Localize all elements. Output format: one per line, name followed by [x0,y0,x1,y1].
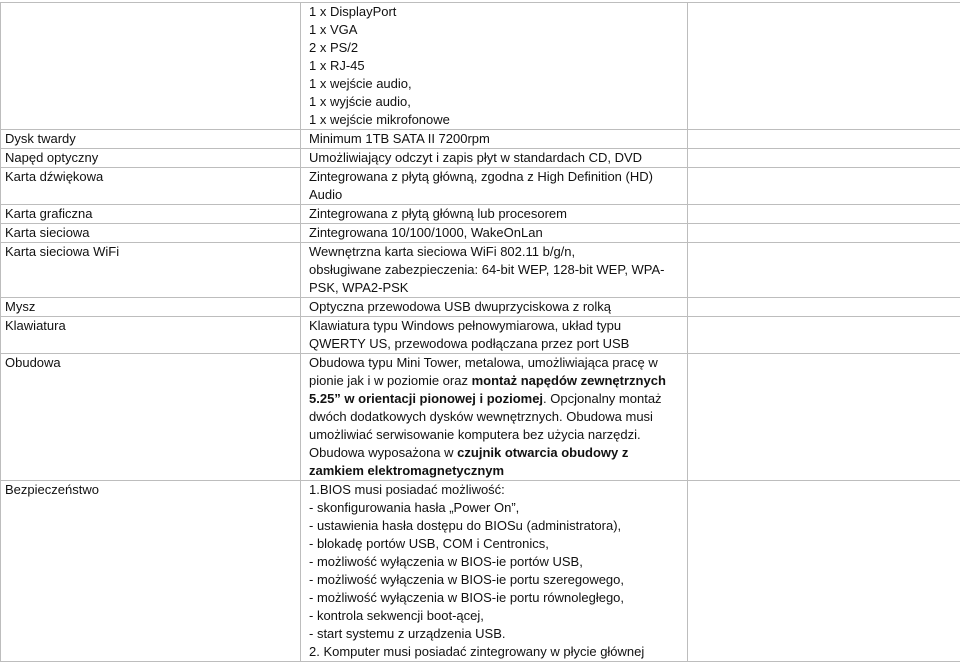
value-text: pionie jak i w poziomie oraz [309,373,472,388]
value-line: QWERTY US, przewodowa podłączana przez port USB [309,336,630,351]
row-value-security [301,481,687,661]
value-line [309,390,687,408]
row-label-security: Bezpieczeństwo [5,482,99,497]
value-line: - możliwość wyłączenia w BIOS-ie portu szeregowego, [309,572,625,587]
row-value-case [301,354,687,480]
value-text: . Opcjonalny montaż [543,391,662,406]
row-label-graphics: Karta graficzna [5,206,93,221]
port-line: 1 x DisplayPort [309,4,397,19]
row-value-graphics: Zintegrowana z płytą główną lub procesorem [309,206,567,221]
table-row-optical [1,149,960,168]
bold-text: czujnik otwarcia obudowy z [457,445,629,460]
port-line: 1 x wejście audio, [309,76,412,91]
row-label-keyboard: Klawiatura [5,318,66,333]
table-row-sound [1,168,960,205]
table-row-keyboard [1,317,960,354]
port-line: 1 x wyjście audio, [309,94,411,109]
row-value-disk: Minimum 1TB SATA II 7200rpm [309,131,490,146]
port-line: 1 x VGA [309,22,358,37]
value-line: - start systemu z urządzenia USB. [309,626,506,641]
row-value-mouse: Optyczna przewodowa USB dwuprzyciskowa z rolką [309,299,612,314]
row-label-optical: Napęd optyczny [5,150,99,165]
table-row-mouse [1,298,960,317]
row-value-optical: Umożliwiający odczyt i zapis płyt w standardach CD, DVD [309,150,643,165]
value-line: - możliwość wyłączenia w BIOS-ie portów USB, [309,554,583,569]
row-label-sound: Karta dźwiękowa [5,169,104,184]
value-line: dwóch dodatkowych dysków wewnętrznych. Obudowa musi [309,409,653,424]
value-line [309,372,687,390]
table-row-graphics [1,205,960,224]
port-line: 1 x RJ-45 [309,58,365,73]
row-label-wifi: Karta sieciowa WiFi [5,244,120,259]
value-line [309,462,687,480]
port-line: 1 x wejście mikrofonowe [309,112,450,127]
value-line: Zintegrowana z płytą główną, zgodna z High Definition (HD) [309,169,653,184]
row-label-mouse: Mysz [5,299,36,314]
value-line [309,444,687,462]
value-line: 1.BIOS musi posiadać możliwość: [309,482,505,497]
row-label-case: Obudowa [5,355,61,370]
value-line: Obudowa typu Mini Tower, metalowa, umożliwiająca pracę w [309,355,658,370]
row-label-disk: Dysk twardy [5,131,76,146]
row-value-sound [301,168,687,204]
value-line: - kontrola sekwencji boot-ącej, [309,608,484,623]
value-line: Klawiatura typu Windows pełnowymiarowa, układ typu [309,318,622,333]
table-row-security [1,481,960,662]
table-row-wifi [1,243,960,298]
table-row-case [1,354,960,481]
value-line: - możliwość wyłączenia w BIOS-ie portu równoległego, [309,590,625,605]
value-line: - ustawienia hasła dostępu do BIOSu (administratora), [309,518,622,533]
value-line: - skonfigurowania hasła „Power On”, [309,500,520,515]
value-line: Audio [309,187,343,202]
port-line: 2 x PS/2 [309,40,359,55]
spec-table [0,2,960,662]
row-value-ports [301,3,687,129]
bold-text: 5.25” w orientacji pionowej i poziomej [309,391,544,406]
table-row-network [1,224,960,243]
value-line: Wewnętrzna karta sieciowa WiFi 802.11 b/g/n, [309,244,576,259]
value-line: - blokadę portów USB, COM i Centronics, [309,536,549,551]
row-value-network: Zintegrowana 10/100/1000, WakeOnLan [309,225,543,240]
table-row-disk [1,130,960,149]
bold-text: montaż napędów zewnętrznych [471,373,666,388]
value-text: Obudowa wyposażona w [309,445,458,460]
value-line: umożliwiać serwisowanie komputera bez użycia narzędzi. [309,427,641,442]
row-value-wifi [301,243,687,297]
value-line: PSK, WPA2-PSK [309,280,409,295]
table-row-ports [1,3,960,130]
value-line: 2. Komputer musi posiadać zintegrowany w płycie głównej [309,644,645,659]
bold-text: zamkiem elektromagnetycznym [309,463,505,478]
row-label-network: Karta sieciowa [5,225,90,240]
row-value-keyboard [301,317,687,353]
value-line: obsługiwane zabezpieczenia: 64-bit WEP, 128-bit WEP, WPA- [309,262,665,277]
